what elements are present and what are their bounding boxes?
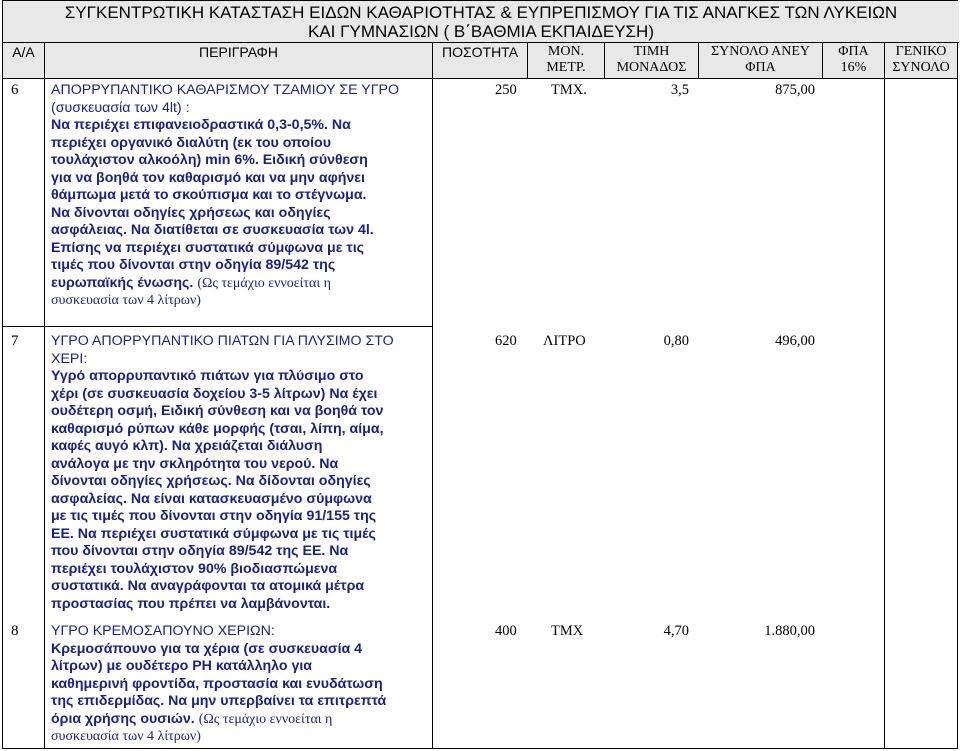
- spec-line: προστασίας που πρέπει να λαμβάνονται.: [51, 595, 331, 612]
- spec-line: περιέχει τουλάχιστον 90% βιοδιασπώμενα: [51, 560, 338, 577]
- column-rule: [823, 79, 885, 748]
- header-description: [45, 43, 433, 79]
- header-sum-no-vat: [699, 43, 823, 79]
- spec-line: Υγρό απορρυπαντικό πιάτων για πλύσιμο στο: [51, 368, 364, 384]
- column-rule: [3, 79, 45, 748]
- spec-line: για να βοηθά τον καθαρισμό και να μην αφήνει: [51, 169, 365, 186]
- header-aa-label: Α/Α: [12, 44, 35, 60]
- header-unit: [528, 43, 605, 79]
- header-vat-line2: 16%: [840, 60, 867, 75]
- header-total-line1: ΓΕΝΙΚΟ: [895, 44, 947, 59]
- row-number: 6: [11, 82, 19, 98]
- header-unit-line1: ΜΟΝ.: [547, 44, 585, 59]
- spec-line: συστατικά. Να αναγράφονται τα ατομικά μέτρα: [51, 578, 365, 594]
- sum-value: 875,00: [775, 82, 815, 98]
- title-line-1: ΣΥΓΚΕΝΤΡΩΤΙΚΗ ΚΑΤΑΣΤΑΣΗ ΕΙΔΩΝ ΚΑΘΑΡΙΟΤΗΤΑΣ & ΕΥΠΡΕΠΙΣΜΟΥ ΓΙΑ ΤΙΣ ΑΝΑΓΚΕΣ ΤΩΝ ΛΥΚΕΙΩΝ: [64, 3, 898, 22]
- spec-line: χέρι (σε συσκευασία δοχείου 3-5 λίτρων) Να έχει: [51, 385, 378, 402]
- header-vat-line1: ΦΠΑ: [838, 44, 869, 59]
- spec-line: καθημερινή φροντίδα, προστασία και ενυδάτωση: [51, 675, 383, 692]
- unit-note: συσκευασία των 4 λίτρων): [51, 729, 201, 744]
- spec-line: καφές αυγό κλπ). Να χρειάζεται διάλυση: [51, 438, 323, 454]
- unit-value: ΛΙΤΡΟ: [543, 333, 586, 349]
- header-quantity: [433, 43, 528, 79]
- row-description: [51, 623, 427, 746]
- header-price-line1: ΤΙΜΗ: [633, 44, 670, 59]
- spec-line: ασφάλειας. Να διατίθεται σε συσκευασία των 4l.: [51, 222, 374, 238]
- unit-note: συσκευασία των 4 λίτρων): [51, 293, 201, 308]
- item-name-cont: ΧΕΡΙ:: [51, 350, 88, 367]
- sum-value: 1.880,00: [764, 623, 815, 639]
- header-quantity-label: ΠΟΣΟΤΗΤΑ: [441, 44, 519, 60]
- spec-line: τιμές που δίνονται στην οδηγία 89/542 της: [51, 257, 336, 273]
- row-number: 8: [11, 623, 19, 639]
- sum-value: 496,00: [775, 333, 815, 349]
- spec-line: Να δίνονται οδηγίες χρήσεως και οδηγίες: [51, 204, 331, 221]
- item-package: (συσκευασία των 4lt) :: [51, 99, 190, 116]
- spec-line: της επιδερμίδας. Να μην υπερβαίνει τα επιτρεπτά: [51, 693, 387, 709]
- quantity-value: 250: [495, 82, 517, 98]
- item-name: ΥΓΡΟ ΑΠΟΡΡΥΠΑΝΤΙΚΟ ΠΙΑΤΩΝ ΓΙΑ ΠΛΥΣΙΜΟ ΣΤΟ: [51, 333, 394, 349]
- item-name: ΥΓΡΟ ΚΡΕΜΟΣΑΠΟΥΝΟ ΧΕΡΙΩΝ:: [51, 623, 275, 639]
- item-name: ΑΠΟΡΡΥΠΑΝΤΙΚΟ ΚΑΘΑΡΙΣΜΟΥ ΤΖΑΜΙΟΥ ΣΕ ΥΓΡΟ: [51, 82, 400, 98]
- row-description: [51, 333, 427, 613]
- spec-line: με τις τιμές που δίνονται στην οδηγία 91/155 της: [51, 508, 377, 524]
- spec-line: δίνονται οδηγίες χρήσεως. Να δίδονται οδηγίες: [51, 473, 371, 489]
- row-number: 7: [11, 333, 19, 349]
- spec-line: ουδέτερη οσμή, Ειδική σύνθεση και να βοηθά τον: [51, 403, 384, 419]
- unit-price-value: 4,70: [663, 623, 689, 639]
- spec-line: ΕΕ. Να περιέχει συστατικά σύμφωνα με τις τιμές: [51, 525, 376, 542]
- spec-line: ασφαλείας. Να είναι κατασκευασμένο σύμφωνα: [51, 490, 372, 507]
- unit-value: ΤΜΧ.: [551, 82, 587, 98]
- quantity-value: 400: [495, 623, 517, 639]
- header-aa: [3, 43, 45, 79]
- header-price-line2: ΜΟΝΑΔΟΣ: [616, 60, 687, 75]
- spec-line: Κρεμοσάπουνο για τα χέρια (σε συσκευασία 4: [51, 640, 363, 657]
- quantity-value: 620: [495, 333, 517, 349]
- unit-note: (Ως τεμάχιο εννοείται η: [198, 711, 333, 727]
- header-unit-line2: ΜΕΤΡ.: [546, 60, 586, 75]
- spec-line: που δίνονται στην οδηγία 89/542 της ΕΕ. Να: [51, 543, 349, 559]
- spec-line: Επίσης να περιέχει συστατικά σύμφωνα με τις: [51, 239, 365, 256]
- header-sum-line2: ΦΠΑ: [745, 60, 776, 75]
- spec-line: θάμπωμα μετά το σκούπισμα και το στέγνωμα.: [51, 187, 367, 203]
- spec-line: λίτρων) με ουδέτερο PH κατάλληλο για: [51, 658, 313, 674]
- spec-line: τουλάχιστον αλκοόλη) min 6%. Ειδική σύνθεση: [51, 152, 368, 168]
- table-title: [3, 1, 959, 43]
- header-sum-line1: ΣΥΝΟΛΟ ΑΝΕΥ: [710, 44, 811, 59]
- header-description-label: ΠΕΡΙΓΡΑΦΗ: [199, 44, 278, 60]
- unit-note: (Ως τεμάχιο εννοείται η: [197, 275, 331, 291]
- spec-line: περιέχει οργανικό διαλύτη (εκ του οποίου: [51, 134, 331, 151]
- row-description: [51, 82, 427, 310]
- spec-line: ευρωπαϊκής ένωσης.: [51, 274, 194, 291]
- header-unit-price: [605, 43, 699, 79]
- spec-line: Να περιέχει επιφανειοδραστικά 0,3-0,5%. Να: [51, 117, 351, 133]
- spec-line: καθαρισμό ρύπων κάθε μορφής (τσαι, λίπη, αίμα,: [51, 420, 384, 437]
- unit-price-value: 3,5: [670, 82, 689, 98]
- unit-price-value: 0,80: [663, 333, 689, 349]
- row-divider: [3, 326, 433, 327]
- header-vat: [823, 43, 885, 79]
- title-line-2: ΚΑΙ ΓΥΜΝΑΣΙΩΝ ( Β΄ΒΑΘΜΙΑ ΕΚΠΑΙΔΕΥΣΗ): [308, 22, 654, 41]
- price-table: [2, 0, 958, 749]
- header-grand-total: [885, 43, 957, 79]
- header-total-line2: ΣΥΝΟΛΟ: [892, 60, 950, 75]
- spec-line: ανάλογα με την σκληρότητα του νερού. Να: [51, 455, 339, 472]
- spec-line: όρια χρήσης ουσιών.: [51, 710, 195, 727]
- unit-value: ΤΜΧ: [551, 623, 584, 639]
